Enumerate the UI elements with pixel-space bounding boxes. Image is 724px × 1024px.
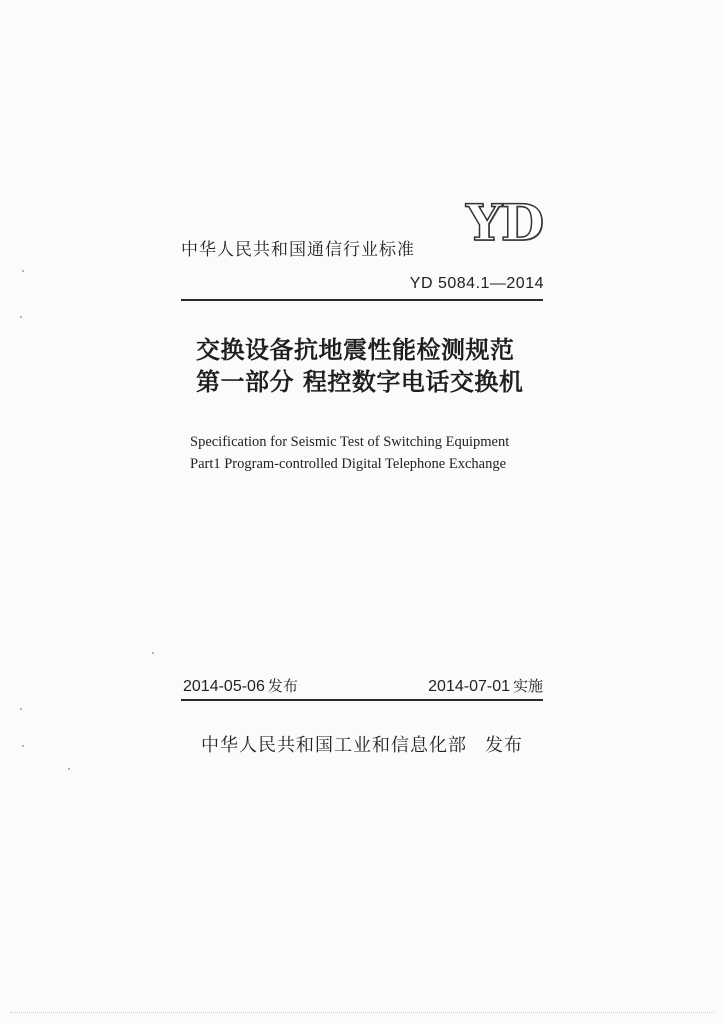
- title-english-line2: Part1 Program-controlled Digital Telephone Exchange: [190, 456, 507, 472]
- issuing-authority: 中华人民共和国通信行业标准: [181, 240, 415, 260]
- issue-label: 发布: [267, 677, 298, 695]
- scan-speck: [152, 652, 154, 654]
- implementation-label: 实施: [512, 677, 543, 695]
- title-chinese-line2: 第一部分 程控数字电话交换机: [196, 367, 524, 396]
- scan-speck: [20, 316, 22, 318]
- footer-divider: [181, 699, 543, 701]
- title-chinese-line1: 交换设备抗地震性能检测规范: [196, 335, 515, 364]
- yd-logo: YD: [466, 193, 544, 252]
- publisher-block: [201, 733, 523, 759]
- scan-speck: [22, 270, 24, 272]
- scan-edge-artifact: [10, 1012, 714, 1013]
- scan-speck: [68, 768, 70, 770]
- header-divider: [181, 299, 543, 301]
- issue-date-block: [183, 676, 298, 697]
- standard-number: YD 5084.1—2014: [409, 275, 544, 292]
- implementation-date-block: [428, 676, 543, 697]
- scan-speck: [22, 745, 24, 747]
- implementation-date: 2014-07-01: [428, 678, 510, 695]
- issue-date: 2014-05-06: [183, 678, 265, 695]
- publisher-name: 中华人民共和国工业和信息化部: [201, 735, 467, 756]
- scan-speck: [20, 708, 22, 710]
- publisher-action: 发布: [485, 735, 523, 756]
- title-english-line1: Specification for Seismic Test of Switching Equipment: [190, 434, 510, 450]
